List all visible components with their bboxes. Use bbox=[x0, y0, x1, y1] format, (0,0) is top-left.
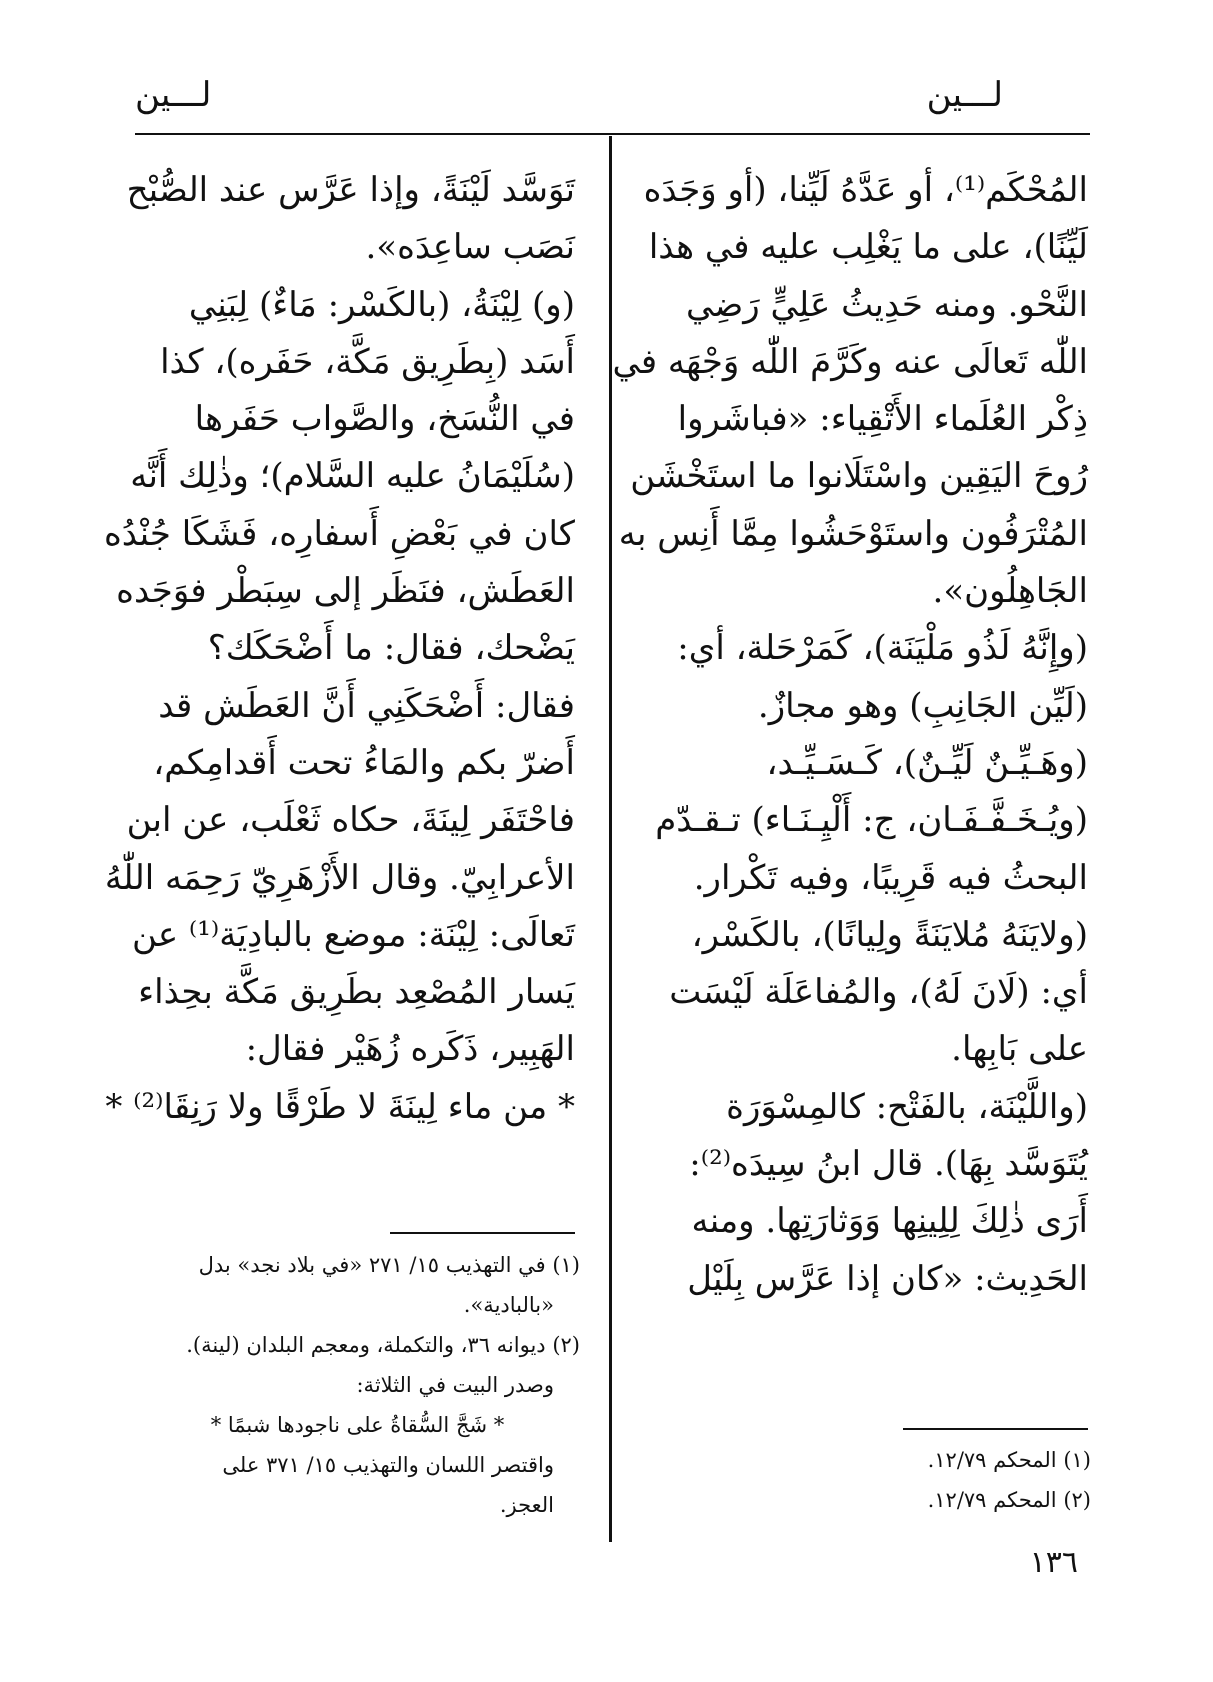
text-line: في النُّسَخ، والصَّواب حَفَرها bbox=[194, 399, 575, 440]
running-header-left: لـــين bbox=[135, 75, 212, 115]
header-rule bbox=[135, 133, 1090, 135]
text-line: نَصَب ساعِدَه». bbox=[365, 227, 575, 268]
text-line: الحَدِيث: «كان إذا عَرَّس بِلَيْل bbox=[687, 1258, 1088, 1299]
right-column-footnotes bbox=[646, 1440, 1091, 1520]
text-line: أَضرّ بكم والمَاءُ تحت أَقدامِكم، bbox=[153, 742, 575, 783]
right-column-text bbox=[612, 162, 1088, 1308]
verse-line: * من ماء لِينَةَ لا طَرْقًا ولا رَنِقَا⁽²⁾ * bbox=[105, 1086, 575, 1127]
footnote-separator-right bbox=[903, 1428, 1088, 1430]
footnote-continuation: وصدر البيت في الثلاثة: bbox=[356, 1373, 554, 1397]
footnote: (٢) المحكم ١٢/٧٩. bbox=[927, 1488, 1091, 1512]
footnote-verse: * شَجَّ السُّقاةُ على ناجودها شبمًا * bbox=[210, 1413, 505, 1437]
text-line: المُحْكَم⁽¹⁾، أو عَدَّهُ لَيِّنا، (أو وَجَدَه bbox=[643, 170, 1088, 210]
text-line: الجَاهِلُون». bbox=[932, 571, 1088, 612]
text-line: فقال: أَضْحَكَنِي أَنَّ العَطَش قد bbox=[158, 685, 575, 726]
text-line: أي: (لَانَ لَهُ)، والمُفاعَلَة لَيْسَت bbox=[669, 972, 1088, 1013]
text-line: لَيِّنًا)، على ما يَغْلِب عليه في هذا bbox=[648, 227, 1088, 268]
footnote: (١) في التهذيب ١٥/ ٢٧١ «في بلاد نجد» بدل bbox=[198, 1253, 580, 1277]
text-line: (ويُـخَـفَّـفَـان، ج: أَلْيِـنَـاء) تـقـدّم bbox=[655, 800, 1088, 841]
text-line: اللّٰه تَعالَى عنه وكَرَّمَ اللّٰه وَجْهَه في bbox=[612, 341, 1088, 382]
text-line: رُوحَ اليَقِين واسْتَلَانوا ما استَخْشَن bbox=[630, 456, 1088, 497]
text-line: على بَابِها. bbox=[951, 1029, 1088, 1070]
text-line: يُتَوَسَّد بِهَا). قال ابنُ سِيدَه⁽²⁾: bbox=[689, 1144, 1088, 1185]
text-line: فاحْتَفَر لِينَةَ، حكاه ثَعْلَب، عن ابن bbox=[126, 800, 575, 841]
footnote: (١) المحكم ١٢/٧٩. bbox=[927, 1448, 1091, 1472]
text-line: تَعالَى: لِيْنَة: موضع بالبادِيَة⁽¹⁾ عن bbox=[131, 914, 575, 955]
footnote-continuation: العجز. bbox=[499, 1493, 554, 1517]
left-column-footnotes bbox=[135, 1245, 580, 1525]
text-line: المُتْرَفُون واستَوْحَشُوا مِمَّا أَنِس به bbox=[618, 513, 1088, 554]
text-line: كان في بَعْضِ أَسفارِه، فَشَكَا جُنْدُه bbox=[103, 513, 575, 554]
text-line: (سُلَيْمَانُ عليه السَّلام)؛ وذٰلِك أَنَّه bbox=[130, 456, 575, 497]
footnote-separator-left bbox=[390, 1232, 575, 1234]
text-line: (وهَـيِّـنٌ لَيِّـنٌ)، كَـسَـيِّـد، bbox=[766, 742, 1088, 783]
text-line: يَضْحك، فقال: ما أَضْحَكَك؟ bbox=[207, 628, 575, 669]
column-divider bbox=[609, 136, 612, 1542]
text-line: يَسار المُصْعِد بطَرِيق مَكَّة بحِذاء bbox=[138, 972, 575, 1013]
text-line: (ولايَنَهُ مُلايَنَةً ولِيانًا)، بالكَسْر، bbox=[691, 914, 1088, 955]
text-line: تَوَسَّد لَيْنَةً، وإذا عَرَّس عند الصُّبْح bbox=[126, 170, 575, 210]
left-column-text bbox=[103, 162, 575, 1136]
page-number: ١٣٦ bbox=[1029, 1545, 1078, 1580]
text-line: أَسَد (بِطَرِيق مَكَّة، حَفَره)، كذا bbox=[160, 341, 575, 382]
text-line: النَّحْو. ومنه حَدِيثُ عَلِيٍّ رَضِي bbox=[686, 284, 1088, 325]
text-line: الهَبِير، ذَكَره زُهَيْر فقال: bbox=[245, 1029, 575, 1070]
text-line: (وإِنَّهُ لَذُو مَلْيَنَة)، كَمَرْحَلة، أي: bbox=[677, 628, 1088, 669]
text-line: العَطَش، فنَظَر إلى سِبَطْر فوَجَده bbox=[116, 571, 575, 612]
text-line: ذِكْر العُلَماء الأَتْقِياء: «فباشَروا bbox=[677, 399, 1088, 440]
footnote: (٢) ديوانه ٣٦، والتكملة، ومعجم البلدان (لينة). bbox=[186, 1333, 580, 1357]
text-line: (لَيِّن الجَانِبِ) وهو مجازٌ. bbox=[757, 685, 1088, 726]
text-line: البحثُ فيه قَرِيبًا، وفيه تَكْرار. bbox=[693, 857, 1088, 898]
text-line: (واللَّيْنَة، بالفَتْح: كالمِسْوَرَة bbox=[726, 1086, 1088, 1127]
text-line: الأعرابِيّ. وقال الأَزْهَرِيّ رَحِمَه اللّٰهُ bbox=[104, 857, 575, 898]
footnote-continuation: «بالبادية». bbox=[463, 1293, 554, 1317]
footnote-continuation: واقتصر اللسان والتهذيب ١٥/ ٣٧١ على bbox=[222, 1453, 554, 1477]
running-header-right: لـــين bbox=[926, 75, 1003, 115]
text-line: أَرَى ذٰلِكَ لِلِينِها وَوَثارَتِها. ومنه bbox=[691, 1201, 1088, 1242]
text-line: (و) لِيْنَةُ، (بالكَسْر: مَاءٌ) لِبَنِي bbox=[188, 284, 575, 325]
